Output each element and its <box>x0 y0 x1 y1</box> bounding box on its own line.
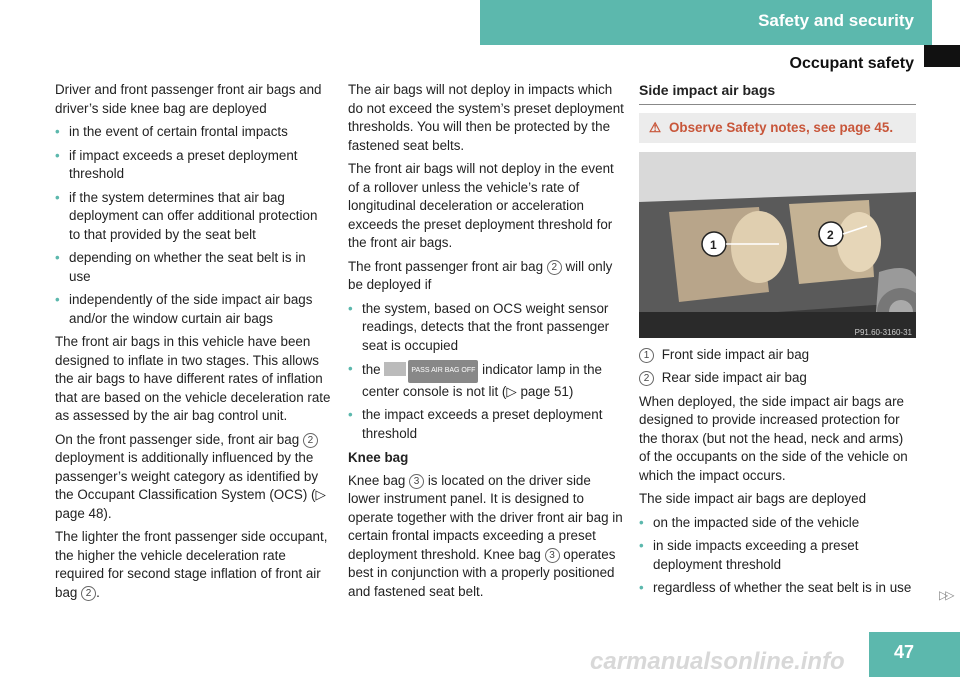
page-ref-link[interactable]: page 48). <box>55 505 112 521</box>
pass-air-bag-off-pill: PASS AIR BAG OFF <box>408 360 478 383</box>
page-ref-link[interactable]: page 51) <box>520 383 574 399</box>
warning-box <box>639 113 916 143</box>
paragraph: When deployed, the side impact air bags are designed to provide increased protection for the thorax (but not the head, neck and arms) of the occupants on the side of the vehicle on which the impact occurs. <box>639 393 908 483</box>
arrow-icon: ▷ <box>315 487 326 502</box>
bullet-item: • the system, based on OCS weight sensor readings, detects that the front passenger seat is occupied <box>348 300 624 356</box>
knee-bag-heading: Knee bag <box>348 450 409 465</box>
paragraph: The lighter the front passenger side occupant, the higher the vehicle deceleration rate required for second stage inflation of front air bag 2 . <box>55 529 328 600</box>
warning-triangle-icon: ⚠ <box>649 119 662 135</box>
bullet-item: • independently of the side impact air bags and/or the window curtain air bags <box>55 291 331 328</box>
bullet-item: • if the system determines that air bag deployment can offer additional protection to that provided by the seat belt <box>55 189 331 245</box>
passenger-airbag-off-icon <box>384 362 406 376</box>
watermark: carmanualsonline.info <box>590 648 845 675</box>
photo-code: P91.60-3160-31 <box>854 327 912 337</box>
callout-2: 2 <box>81 586 96 601</box>
column-1 <box>55 81 331 607</box>
car-interior-illustration <box>639 152 916 338</box>
bullet-item: • in side impacts exceeding a preset deployment threshold <box>639 537 916 574</box>
bullet-item: • the PASS AIR BAG OFF indicator lamp in the center console is not lit (▷ page 51) <box>348 360 624 401</box>
column-3 <box>639 81 916 603</box>
page-number: 47 <box>893 642 914 662</box>
legend-item: 2 Rear side impact air bag <box>639 369 916 388</box>
paragraph: Knee bag 3 is located on the driver side lower instrument panel. It is designed to operate together with the driver front air bag in certain frontal impacts exceeding a preset deployment threshold. Knee bag 3 operates best in conjunction with a properly positioned and fastened seat belt. <box>348 472 623 599</box>
section-heading: Side impact air bags <box>639 81 916 105</box>
callout-3: 3 <box>409 474 424 489</box>
callout-2: 2 <box>303 433 318 448</box>
bullet-item: • depending on whether the seat belt is in use <box>55 249 331 286</box>
intro-text: Driver and front passenger front air bags and driver’s side knee bag are deployed <box>55 82 322 116</box>
subsection-title: Occupant safety <box>789 55 914 72</box>
section-header-band <box>480 0 932 45</box>
photo-callout-2: 2 <box>827 227 834 242</box>
paragraph: The air bags will not deploy in impacts which do not exceed the system’s preset deployment thresholds. You will then be protected by the fastened seat belts. <box>348 82 624 153</box>
bullet-item: • if impact exceeds a preset deployment threshold <box>55 147 331 184</box>
arrow-icon: ▷ <box>506 383 517 399</box>
continue-arrow-icon: ▷▷ <box>939 588 952 602</box>
paragraph: The front air bags in this vehicle have been designed to inflate in two stages. This allows the air bags to have different rates of inflation that are based on the vehicle deceleration rate as assessed by the air bag control unit. <box>55 334 331 423</box>
paragraph: The side impact air bags are deployed <box>639 491 867 506</box>
paragraph: The front passenger front air bag 2 will only be deployed if <box>348 258 613 292</box>
bullet-item: • in the event of certain frontal impacts <box>55 123 331 142</box>
legend-item: 1 Front side impact air bag <box>639 346 916 365</box>
bullet-item: • on the impacted side of the vehicle <box>639 514 916 533</box>
paragraph: The front air bags will not deploy in the event of a rollover unless the vehicle’s rate of longitudinal deceleration or acceleration exceeds the preset deployment threshold for the front air bags. <box>348 161 614 250</box>
page-number-box <box>869 632 960 677</box>
bullet-item: • regardless of whether the seat belt is in use <box>639 579 916 598</box>
callout-2: 2 <box>639 371 654 386</box>
callout-3: 3 <box>545 548 560 563</box>
callout-2: 2 <box>547 260 562 275</box>
section-title: Safety and security <box>758 11 914 30</box>
column-2 <box>348 81 624 606</box>
warning-text: Observe Safety notes, see page 45. <box>669 119 894 135</box>
paragraph: On the front passenger side, front air bag 2 deployment is additionally influenced by the passenger’s weight category as identified by the Occupant Classification System (OCS) (▷ page 48). <box>55 431 326 521</box>
header-tab <box>924 45 960 67</box>
photo-callout-1: 1 <box>710 237 717 252</box>
car-interior-photo <box>639 152 916 338</box>
callout-1: 1 <box>639 348 654 363</box>
bullet-item: • the impact exceeds a preset deployment threshold <box>348 406 624 443</box>
